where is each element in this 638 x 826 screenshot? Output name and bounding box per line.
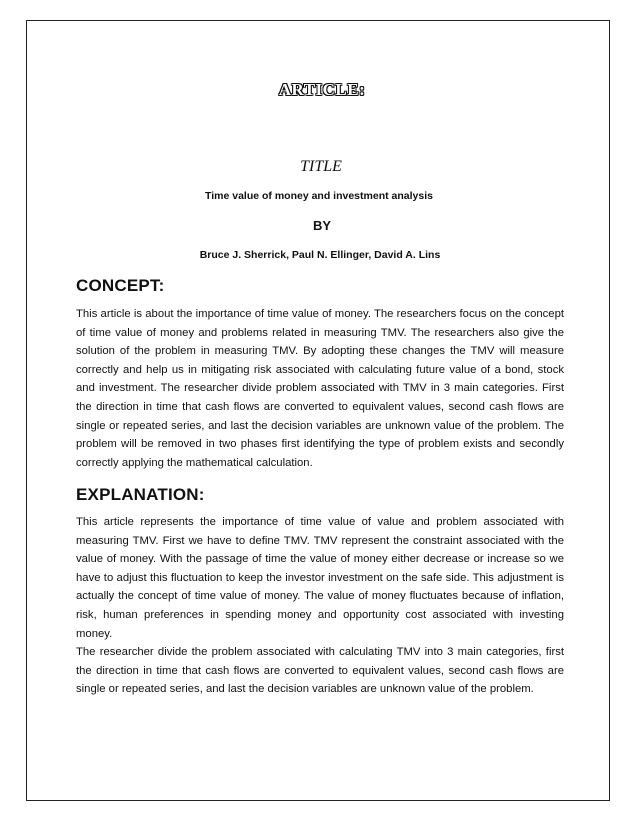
explanation-heading: EXPLANATION: — [76, 485, 205, 504]
title-label: TITLE — [300, 158, 342, 175]
explanation-paragraph-2: The researcher divide the problem associated with calculating TMV into 3 main categories, first the direction in time that cash flows are converted to equivalent values, second cash flows are single or repeated series, and last the decision variables are unknown value of the problem. — [76, 646, 564, 696]
explanation-paragraph-1: This article represents the importance of time value of value and problem associated with measuring TMV. First we have to define TMV. TMV represent the constraint associated with the value of money. With the passage of time the value of money either decrease or increase so we have to adjust this fluctuation to keep the investor investment on the safe side. This adjustment is actually the concept of time value of money. The value of money fluctuates because of inflation, risk, human preferences in spending money and opportunity cost associated with investing money. — [76, 516, 564, 640]
concept-paragraph: This article is about the importance of time value of money. The researchers focus on the concept of time value of money and problems related in measuring TMV. The researchers also give the solution of the problem in measuring TMV. By adopting these changes the TMV will measure correctly and help us in mitigating risk associated with calculating future value of a bond, stock and investment. The researcher divide problem associated with TMV in 3 main categories. First the direction in time that cash flows are converted to equivalent values, second cash flows are single or repeated series, and last the decision variables are unknown value of the problem. The problem will be removed in two phases first identifying the type of problem exists and secondly correctly applying the mathematical calculation. — [76, 308, 564, 469]
article-heading: ARTICLE: — [278, 80, 366, 99]
authors: Bruce J. Sherrick, Paul N. Ellinger, David A. Lins — [199, 249, 441, 261]
article-title: Time value of money and investment analysis — [205, 190, 433, 202]
concept-heading: CONCEPT: — [76, 276, 165, 295]
by-label: BY — [312, 218, 332, 233]
